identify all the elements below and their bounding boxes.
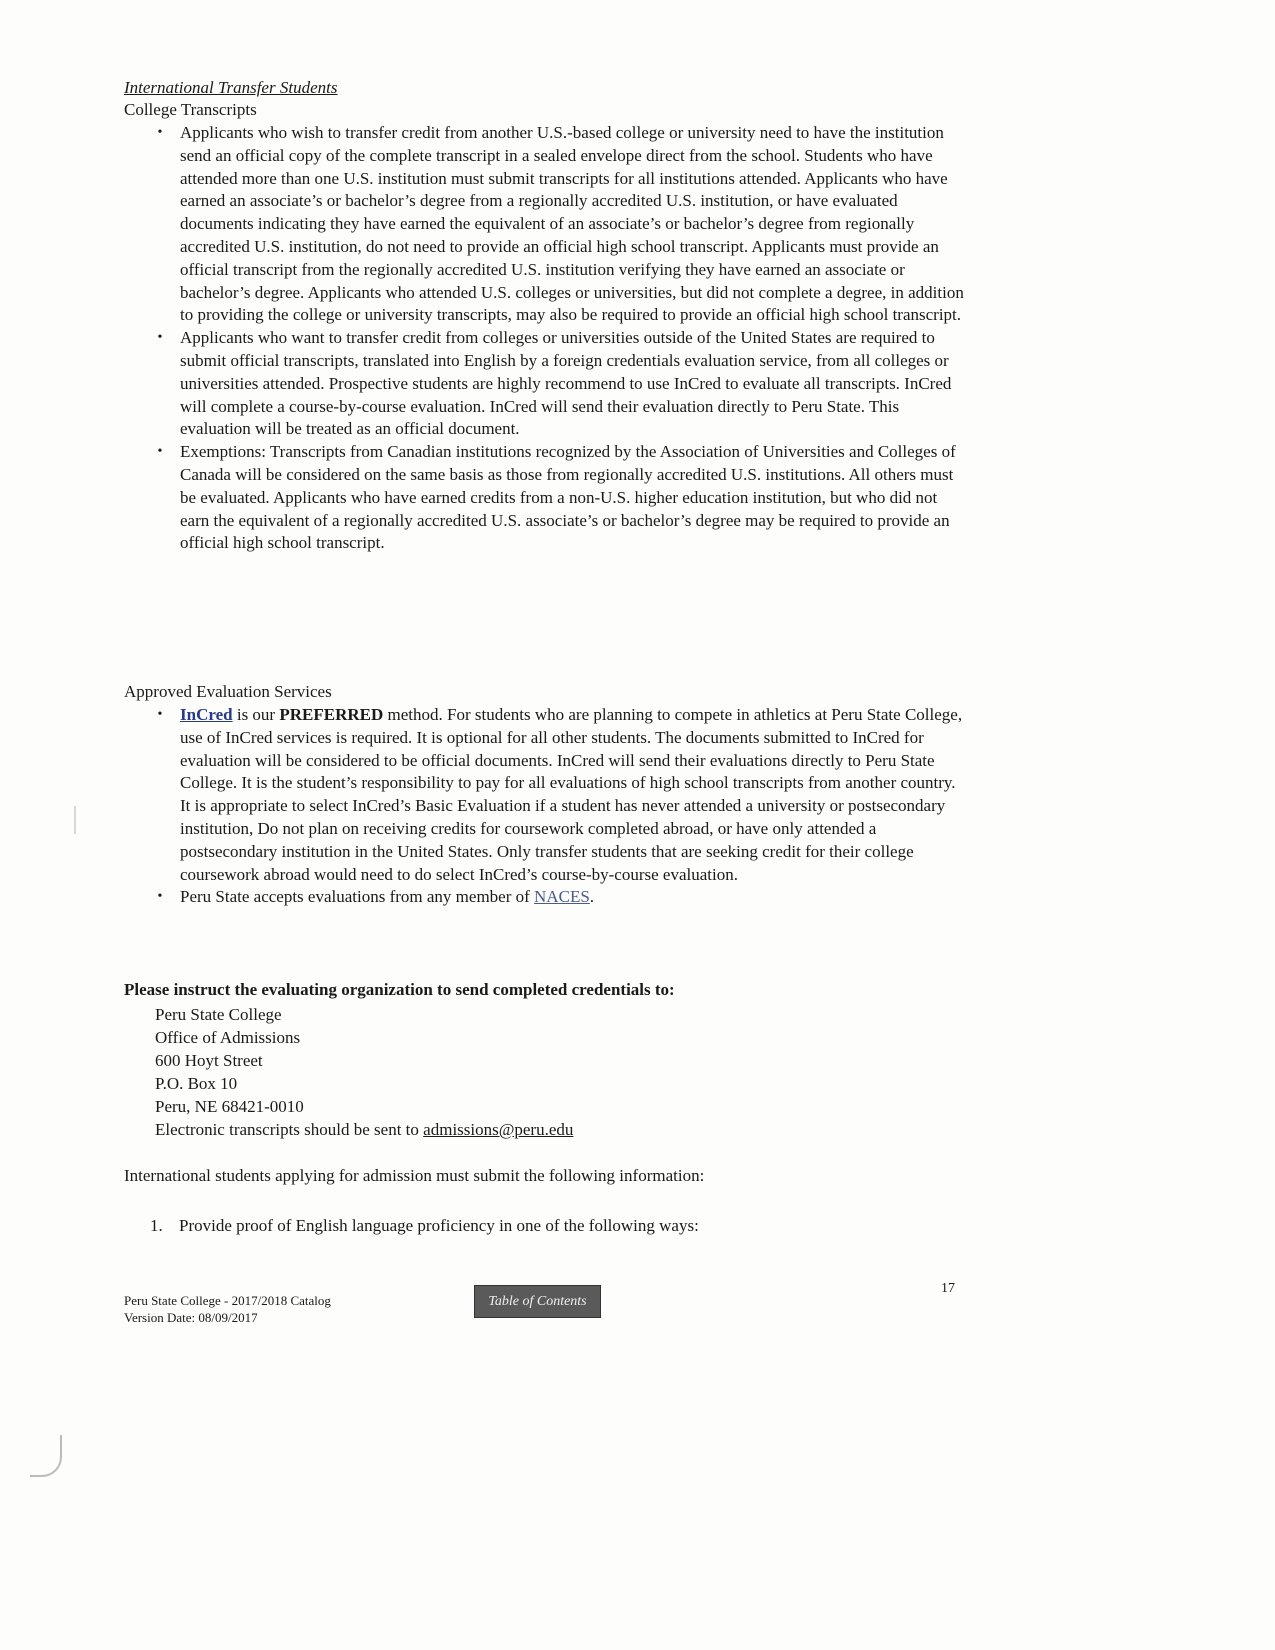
bullet-icon: • [157,889,163,905]
bullet-text: Applicants who wish to transfer credit from another U.S.-based college or university need to have the institution send an official copy of the complete transcript in a sealed envelope direct from the school. Students who have attended more than one U.S. institution must submit transcripts for all institutions attended. Applicants who have earned an associate’s or bachelor’s degree from a regionally accredited U.S. institution, or have evaluated documents indicating they have earned the equivalent of an associate’s or bachelor’s degree from regionally accredited U.S. institution, do not need to provide an official high school transcript. Applicants must provide an official transcript from the regionally accredited U.S. institution verifying they have earned an associate or bachelor’s degree. Applicants who attended U.S. colleges or universities, but did not complete a degree, in addition to providing the college or university transcripts, may also be required to provide an official high school transcript. [180,123,964,325]
intro-text: International students applying for admission must submit the following information: [124,1166,705,1185]
mailing-address [155,1003,573,1141]
naces-suffix: . [589,887,595,907]
numbered-item [150,1216,699,1236]
bullet-text: Exemptions: Transcripts from Canadian institutions recognized by the Association of Universities and Colleges of Canada will be considered on the same basis as those from regionally accredited U.S. institutions. All others must be evaluated. Applicants who have earned credits from a non-U.S. higher education institution, but who did not earn the equivalent of a regionally accredited U.S. associate’s or bachelor’s degree may be required to provide an official high school transcript. [180,442,956,553]
approved-services-heading: Approved Evaluation Services [124,682,332,701]
list-item [150,122,970,327]
naces-link[interactable]: NACES [534,887,590,907]
incred-is-our-text: is our [232,705,280,724]
college-transcripts-list [150,122,970,555]
preferred-text: PREFERRED [279,705,384,724]
list-item [150,327,970,441]
naces-prefix: Peru State accepts evaluations from any member of [180,887,535,907]
table-of-contents-button[interactable]: Table of Contents [474,1285,601,1318]
list-item [150,886,970,909]
bullet-text: Applicants who want to transfer credit from colleges or universities outside of the United States are required to submit official transcripts, translated into English by a foreign credentials evaluation service, from all colleges or universities attended. Prospective students are highly recommend to use InCred to evaluate all transcripts. InCred will complete a course-by-course evaluation. InCred will send their evaluation directly to Peru State. This evaluation will be treated as an official document. [180,328,952,439]
item-number: 1. [150,1216,163,1235]
college-transcripts-heading: College Transcripts [124,100,257,119]
scan-artifact [30,1435,62,1477]
section-title: International Transfer Students [124,78,338,97]
list-item [150,704,970,886]
address-line: P.O. Box 10 [155,1074,238,1093]
scan-artifact [74,806,76,834]
bullet-icon: • [157,125,163,140]
page-number: 17 [941,1281,955,1296]
address-line: 600 Hoyt Street [155,1051,263,1070]
bullet-icon: • [157,444,163,460]
electronic-prefix: Electronic transcripts should be sent to [155,1120,424,1139]
electronic-transcripts-line [155,1118,573,1141]
address-line: Office of Admissions [155,1028,301,1047]
address-line: Peru, NE 68421-0010 [155,1097,304,1116]
incred-description: method. For students who are planning to compete in athletics at Peru State College, use of InCred services is required. It is optional for all other students. The documents submitted to InCred for evaluation will be considered to be official documents. InCred will send their evaluations directly to Peru State College. It is the student’s responsibility to pay for all evaluations of high school transcripts from another country. It is appropriate to select InCred’s Basic Evaluation if a student has never attended a university or postsecondary institution, Do not plan on receiving credits for coursework completed abroad, or have only attended a postsecondary institution in the United States. Only transfer students that are seeking credit for their college coursework abroad would need to do select InCred’s course-by-course evaluation. [180,705,963,884]
item-text: Provide proof of English language proficiency in one of the following ways: [179,1216,699,1235]
bullet-icon: • [157,707,163,722]
incred-link[interactable]: InCred [180,705,233,724]
instruction-heading: Please instruct the evaluating organization to send completed credentials to: [124,980,675,999]
version-date: Version Date: 08/09/2017 [124,1310,258,1325]
list-item [150,441,970,555]
address-line: Peru State College [155,1005,282,1024]
email-link[interactable]: admissions@peru.edu [423,1120,574,1139]
bullet-icon: • [157,330,163,346]
catalog-name: Peru State College - 2017/2018 Catalog [124,1293,331,1308]
footer-catalog-info [124,1292,331,1326]
approved-services-list [150,704,970,909]
